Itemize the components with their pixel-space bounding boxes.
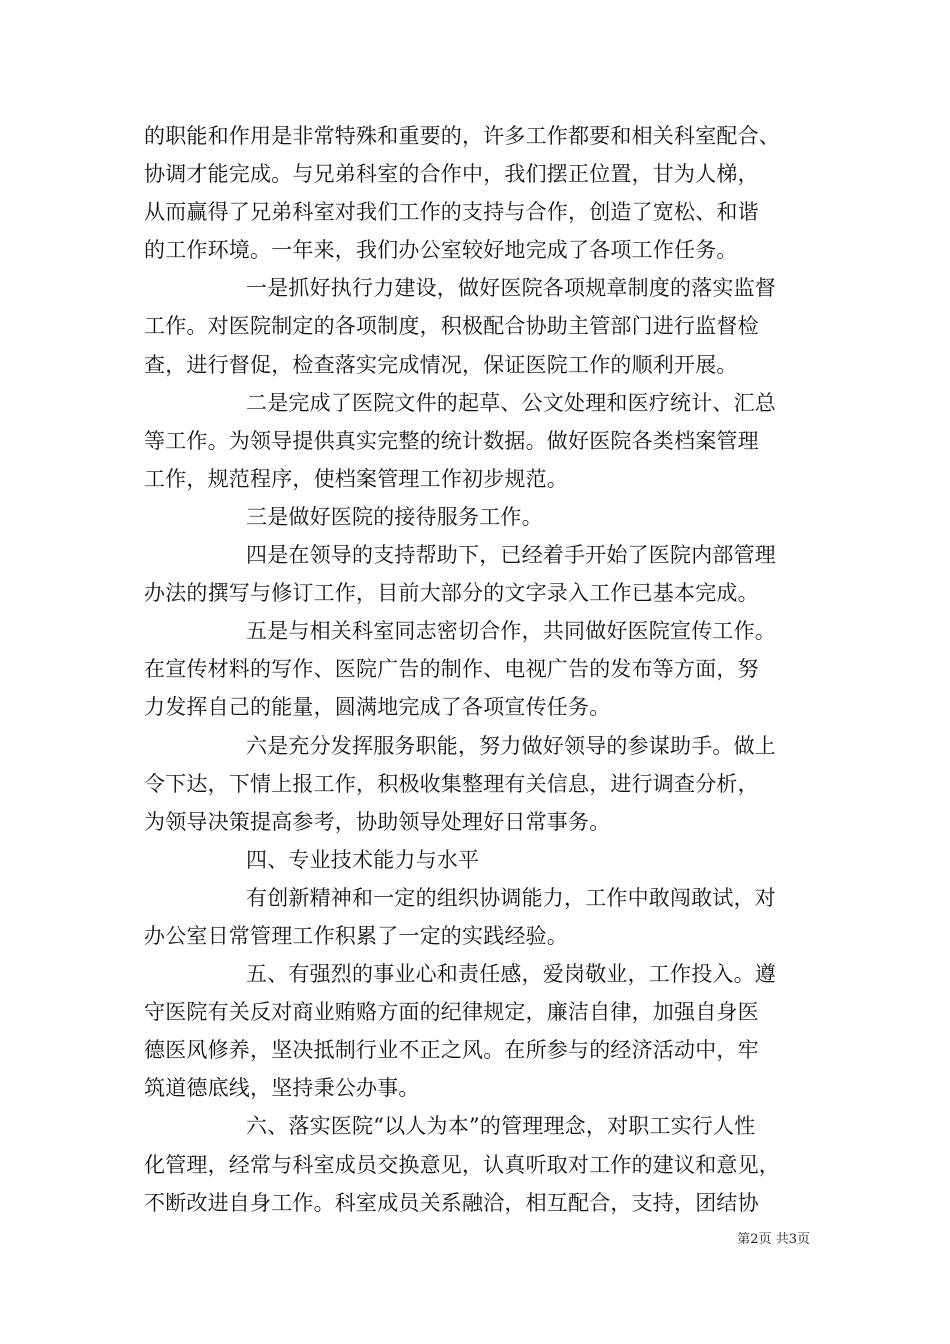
text-line: 办法的撰写与修订工作，目前大部分的文字录入工作已基本完成。 [144, 581, 759, 606]
text-line: 六、落实医院“以人为本”的管理理念，对职工实行人性 [246, 1114, 756, 1139]
document-body [144, 117, 844, 1222]
page-footer [700, 1232, 810, 1248]
text-line: 的工作环境。一年来，我们办公室较好地完成了各项工作任务。 [144, 238, 738, 263]
text-line: 工作，规范程序，使档案管理工作初步规范。 [144, 466, 568, 491]
text-line: 四、专业技术能力与水平 [246, 847, 480, 872]
text-line: 协调才能完成。与兄弟科室的合作中，我们摆正位置，甘为人梯， [144, 162, 759, 187]
text-line: 从而赢得了兄弟科室对我们工作的支持与合作，创造了宽松、和谐 [144, 200, 759, 225]
text-line: 五是与相关科室同志密切合作，共同做好医院宣传工作。 [246, 619, 776, 644]
footer-total-pages: 3 [788, 1232, 797, 1247]
text-line: 守医院有关反对商业贿赂方面的纪律规定，廉洁自律，加强自身医 [144, 1000, 759, 1025]
text-line: 工作。对医院制定的各项制度，积极配合协助主管部门进行监督检 [144, 314, 759, 339]
text-line: 查，进行督促，检查落实完成情况，保证医院工作的顺利开展。 [144, 352, 738, 377]
text-line: 办公室日常管理工作积累了一定的实践经验。 [144, 923, 568, 948]
footer-middle: 页 共 [758, 1232, 789, 1247]
text-line: 为领导决策提高参考，协助领导处理好日常事务。 [144, 809, 611, 834]
text-line: 三是做好医院的接待服务工作。 [246, 504, 543, 529]
footer-suffix: 页 [796, 1232, 810, 1247]
footer-prefix: 第 [737, 1232, 751, 1247]
text-line: 德医风修养，坚决抵制行业不正之风。在所参与的经济活动中，牢 [144, 1038, 759, 1063]
text-line: 化管理，经常与科室成员交换意见，认真听取对工作的建议和意见， [144, 1152, 780, 1177]
text-line: 的职能和作用是非常特殊和重要的，许多工作都要和相关科室配合、 [144, 124, 780, 148]
text-line: 不断改进自身工作。科室成员关系融洽，相互配合，支持，团结协 [144, 1190, 759, 1215]
text-line: 有创新精神和一定的组织协调能力，工作中敢闯敢试，对 [246, 885, 776, 910]
text-line: 五、有强烈的事业心和责任感，爱岗敬业，工作投入。遵 [246, 962, 776, 987]
text-line: 四是在领导的支持帮助下，已经着手开始了医院内部管理 [246, 543, 776, 568]
text-line: 筑道德底线，坚持秉公办事。 [144, 1076, 420, 1101]
text-line: 一是抓好执行力建设，做好医院各项规章制度的落实监督 [246, 276, 776, 301]
footer-current-page: 2 [750, 1232, 759, 1247]
text-line: 二是完成了医院文件的起草、公文处理和医疗统计、汇总 [246, 390, 776, 415]
text-line: 在宣传材料的写作、医院广告的制作、电视广告的发布等方面，努 [144, 657, 759, 682]
text-line: 力发挥自己的能量，圆满地完成了各项宣传任务。 [144, 695, 611, 720]
text-line: 令下达，下情上报工作，积极收集整理有关信息，进行调查分析， [144, 771, 759, 796]
text-line: 等工作。为领导提供真实完整的统计数据。做好医院各类档案管理 [144, 428, 759, 453]
text-line: 六是充分发挥服务职能，努力做好领导的参谋助手。做上 [246, 733, 776, 758]
